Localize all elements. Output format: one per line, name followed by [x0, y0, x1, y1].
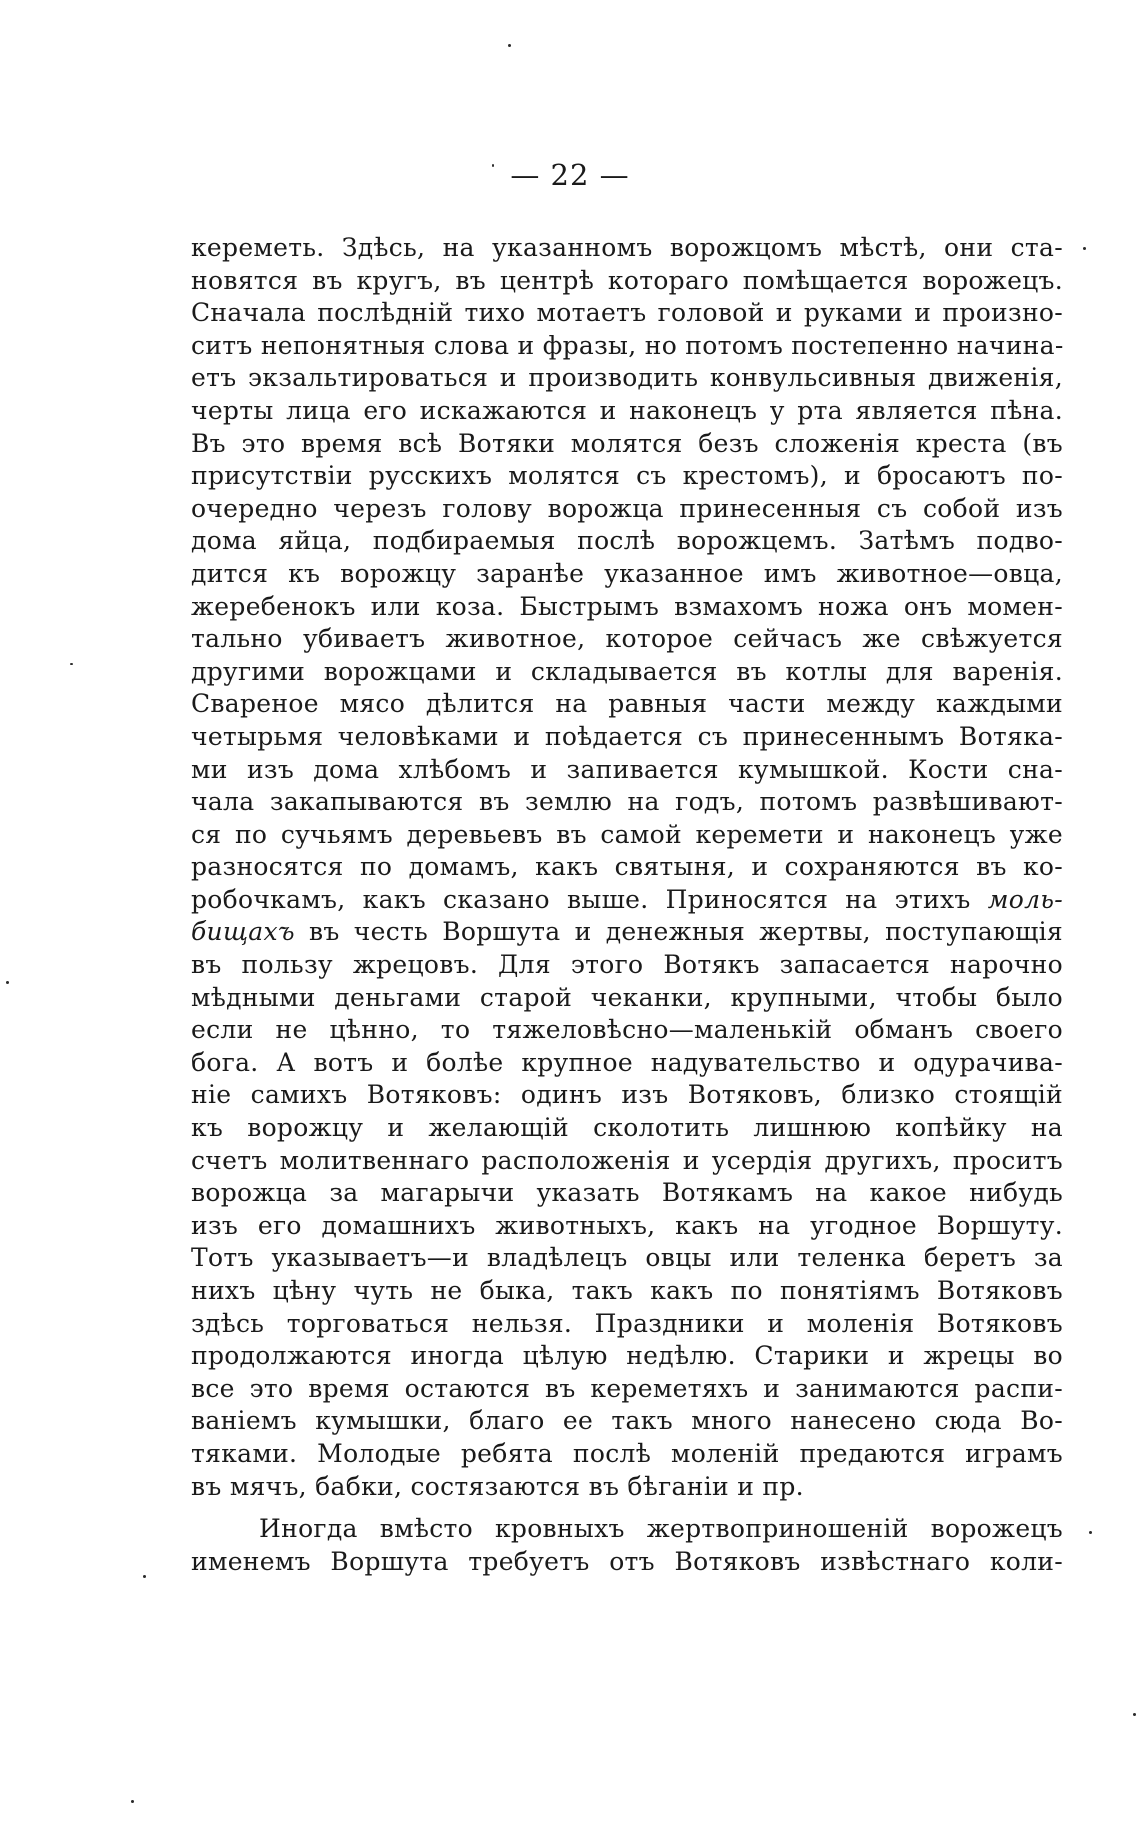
text-line: именемъ Воршута требуетъ отъ Вотяковъ извѣстнаго коли-	[191, 1546, 1063, 1576]
text-line: изъ его домашнихъ животныхъ, какъ на угодное Воршуту.	[191, 1210, 1063, 1240]
scan-speck	[1133, 1713, 1136, 1716]
text-line: тяками. Молодые ребята послѣ моленій предаются играмъ	[191, 1438, 1063, 1468]
text-line: етъ экзальтироваться и производить конвульсивныя движенія,	[191, 363, 1063, 393]
text-line: ваніемъ кумышки, благо ее такъ много нанесено сюда Во-	[191, 1406, 1063, 1436]
text-line: разносятся по домамъ, какъ святыня, и сохраняются въ ко-	[191, 852, 1063, 882]
text-line: другими ворожцами и складывается въ котлы для варенія.	[191, 656, 1063, 686]
text-line: мѣдными деньгами старой чеканки, крупными, чтобы было	[191, 982, 1063, 1012]
text-line: тально убиваетъ животное, которое сейчасъ же свѣжуется	[191, 624, 1063, 654]
text-line: дома яйца, подбираемыя послѣ ворожцемъ. Затѣмъ подво-	[191, 526, 1063, 556]
text-line: дится къ ворожцу заранѣе указанное имъ животное—овца,	[191, 558, 1063, 588]
italic-word: моль-	[987, 884, 1063, 914]
text-line: къ ворожцу и желающій сколотить лишнюю копѣйку на	[191, 1113, 1063, 1143]
text-line: четырьмя человѣками и поѣдается съ принесеннымъ Вотяка-	[191, 721, 1063, 751]
text-line-with-italic: бищахъ въ честь Воршута и денежныя жертвы, поступающія	[191, 917, 1063, 947]
paragraph-end-line: въ мячъ, бабки, состязаются въ бѣганіи и пр.	[191, 1471, 804, 1501]
text-line: Въ это время всѣ Вотяки молятся безъ сложенія креста (въ	[191, 428, 1063, 458]
text-line: все это время остаются въ кереметяхъ и занимаются распи-	[191, 1373, 1063, 1403]
text-line: ніе самихъ Вотяковъ: одинъ изъ Вотяковъ, близко стоящій	[191, 1080, 1063, 1110]
scan-speck	[1089, 1531, 1092, 1534]
scan-speck	[1083, 247, 1086, 250]
text-line: присутствіи русскихъ молятся съ крестомъ), и бросаютъ по-	[191, 461, 1063, 491]
text-line: черты лица его искажаются и наконецъ у рта является пѣна.	[191, 395, 1063, 425]
text-line: ворожца за магарычи указать Вотякамъ на какое нибудь	[191, 1178, 1063, 1208]
text-line: бога. А вотъ и болѣе крупное надувательство и одурачива-	[191, 1047, 1063, 1077]
text-line-with-italic: робочкамъ, какъ сказано выше. Приносятся на этихъ моль-	[191, 884, 1063, 914]
text-line: ми изъ дома хлѣбомъ и запивается кумышкой. Кости сна-	[191, 754, 1063, 784]
text-line: жеребенокъ или коза. Быстрымъ взмахомъ ножа онъ момен-	[191, 591, 1063, 621]
text-line: Сначала послѣдній тихо мотаетъ головой и руками и произно-	[191, 298, 1063, 328]
scan-speck	[70, 663, 73, 665]
scan-speck	[6, 981, 9, 984]
text-line: здѣсь торговаться нельзя. Праздники и моленія Вотяковъ	[191, 1308, 1063, 1338]
paragraph-start-line: Иногда вмѣсто кровныхъ жертвоприношеній ворожецъ	[259, 1514, 1063, 1544]
text-line: счетъ молитвеннаго расположенія и усердія другихъ, проситъ	[191, 1145, 1063, 1175]
text-line: нихъ цѣну чуть не быка, такъ какъ по понятіямъ Вотяковъ	[191, 1276, 1063, 1305]
italic-word: бищахъ	[191, 917, 295, 947]
text-line: очередно черезъ голову ворожца принесенныя съ собой изъ	[191, 493, 1063, 523]
scan-speck	[508, 44, 511, 47]
text-line: если не цѣнно, то тяжеловѣсно—маленькій обманъ своего	[191, 1015, 1063, 1045]
text-line: Тотъ указываетъ—и владѣлецъ овцы или теленка беретъ за	[191, 1243, 1063, 1273]
text-line: ситъ непонятныя слова и фразы, но потомъ постепенно начина-	[191, 330, 1064, 360]
text-line: въ пользу жрецовъ. Для этого Вотякъ запасается нарочно	[191, 950, 1063, 980]
page-number: — 22 —	[510, 158, 630, 192]
text-line: продолжаются иногда цѣлую недѣлю. Старики и жрецы во	[191, 1341, 1063, 1371]
text-line: ся по сучьямъ деревьевъ въ самой керемети и наконецъ уже	[191, 819, 1063, 849]
text-line: Свареное мясо дѣлится на равныя части между каждыми	[191, 689, 1063, 719]
text-line: кереметь. Здѣсь, на указанномъ ворожцомъ мѣстѣ, они ста-	[191, 233, 1063, 262]
text-line: новятся въ кругъ, въ центрѣ котораго помѣщается ворожецъ.	[191, 265, 1063, 295]
scan-speck	[131, 1800, 134, 1803]
scan-speck	[492, 164, 494, 167]
text-line: чала закапываются въ землю на годъ, потомъ развѣшивают-	[191, 787, 1063, 817]
scan-speck	[143, 1575, 146, 1578]
body-text	[191, 232, 1063, 1578]
